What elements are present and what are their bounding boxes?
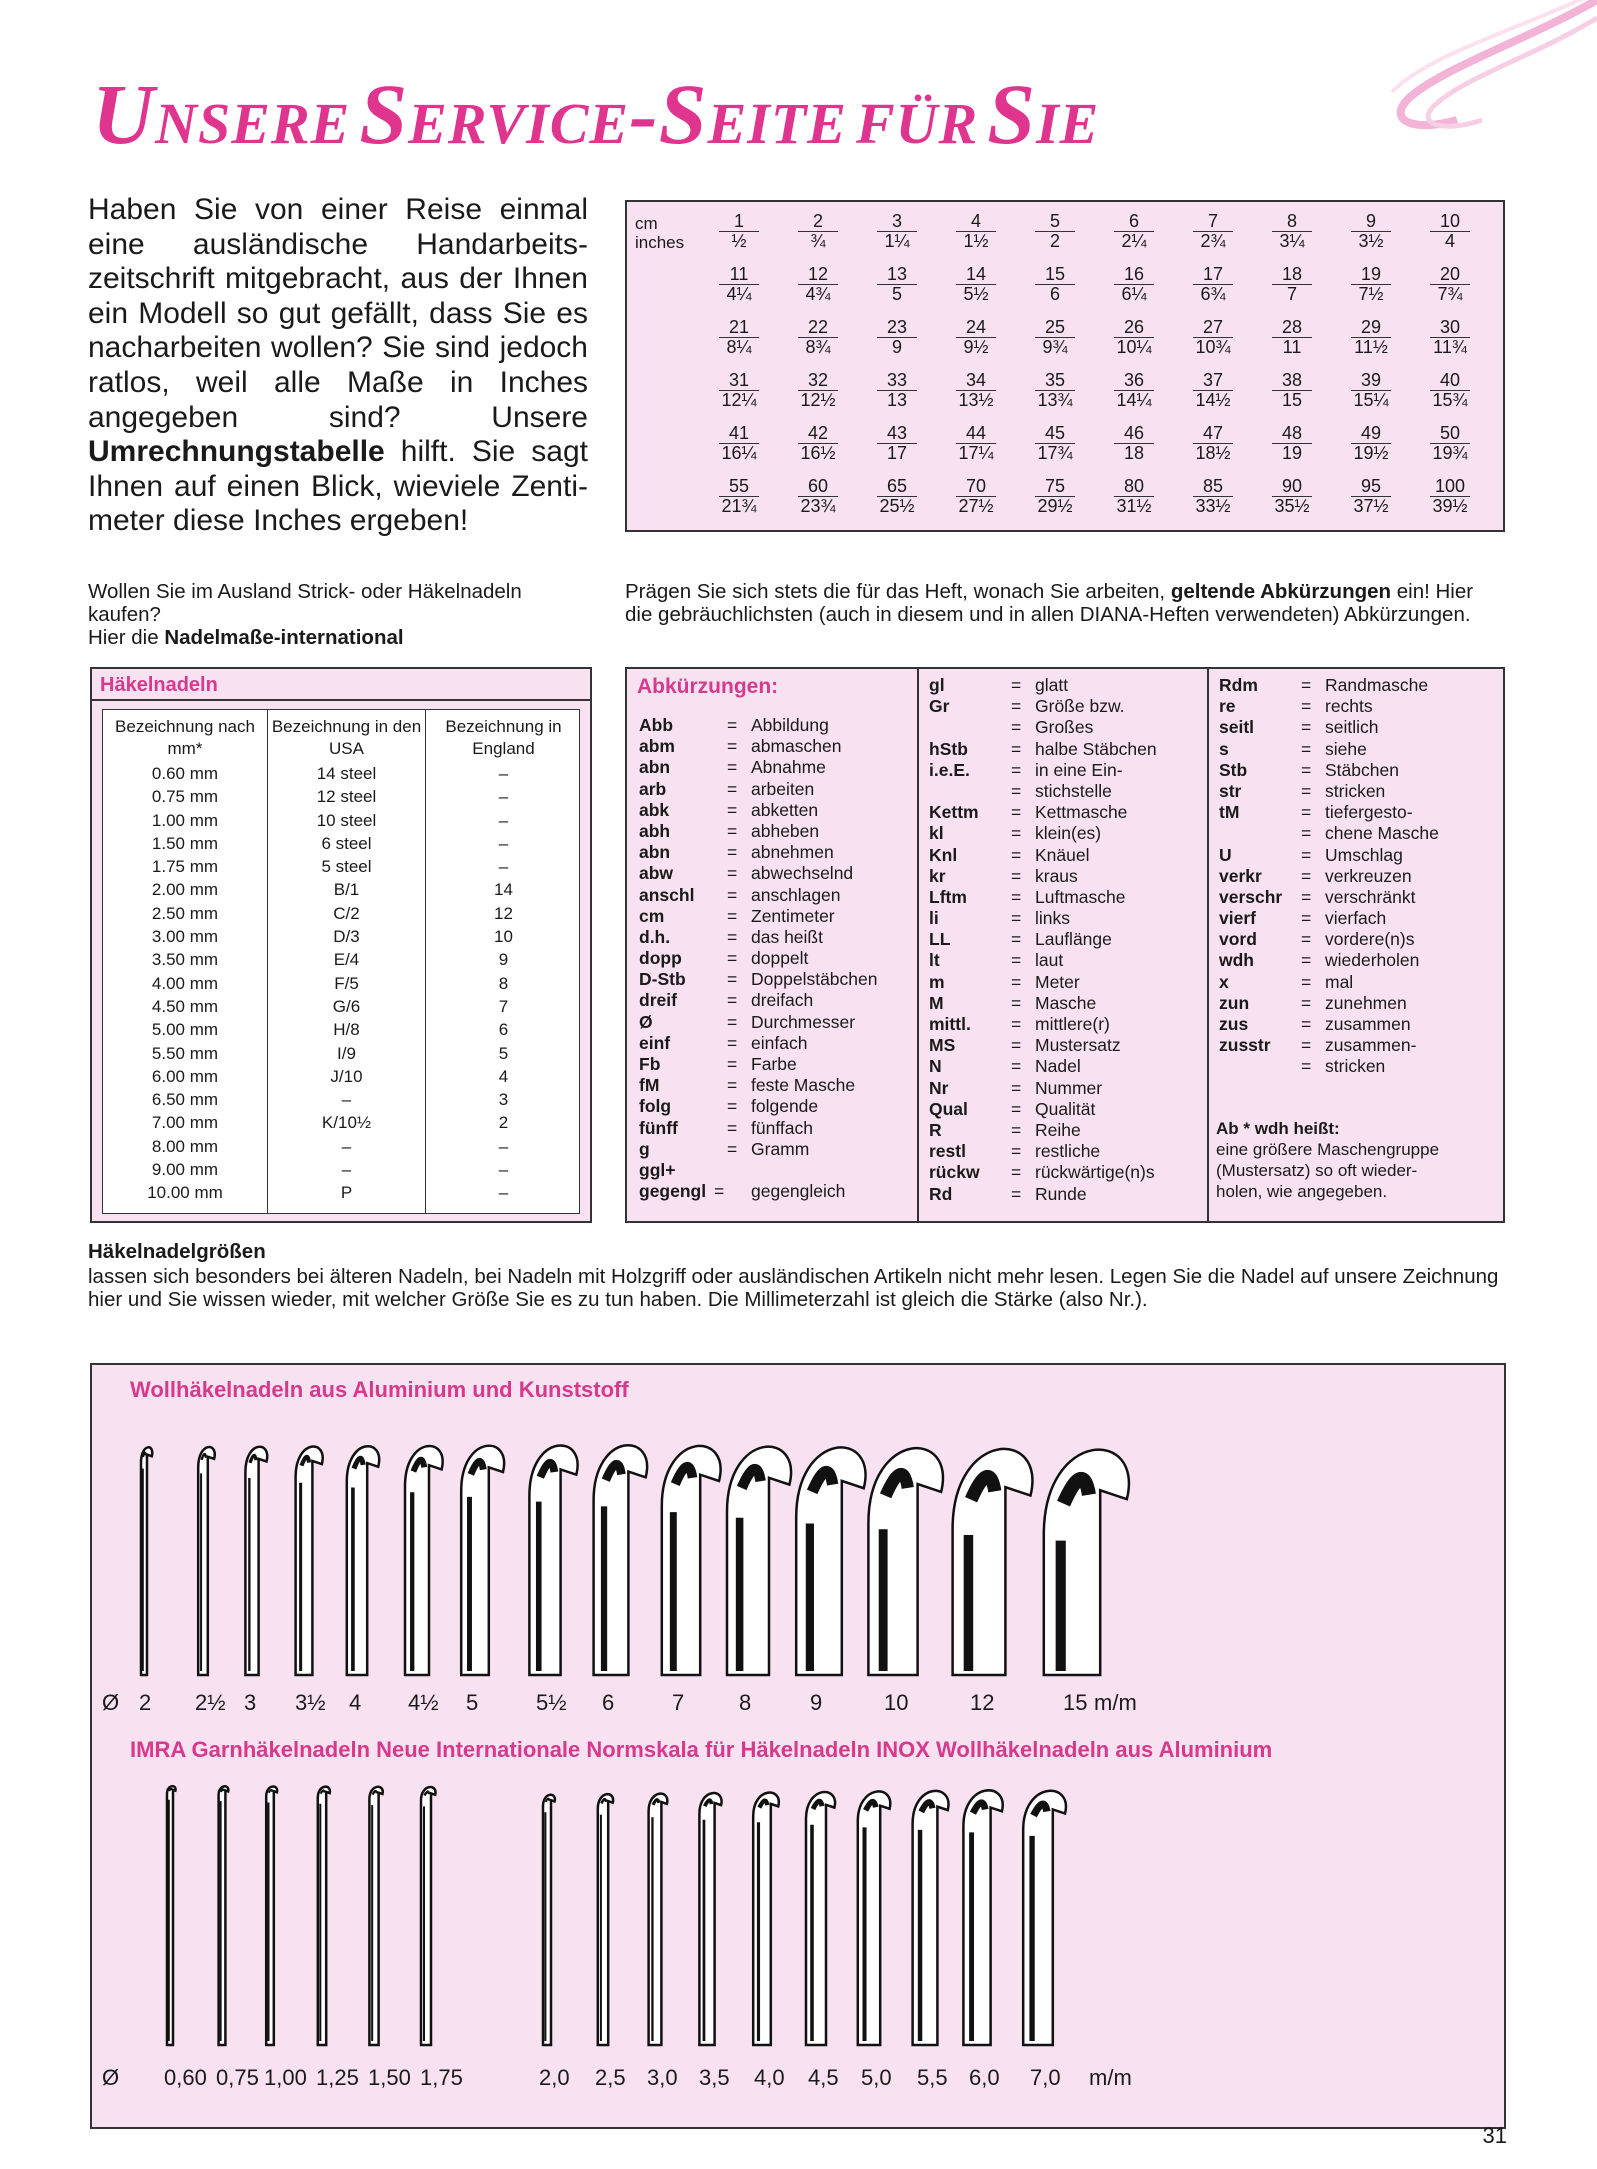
table-cell: – bbox=[498, 1160, 509, 1180]
size-label: 0,60 bbox=[164, 2065, 207, 2090]
column-england bbox=[426, 710, 581, 1213]
abbreviation-intro-text: Prägen Sie sich stets die für das Heft, wonach Sie arbeiten, geltende Abkürzungen ein! Hier die gebräuchlichsten (auch in diesem und in allen DIANA-Heften verwendeten) Abkürzungen. bbox=[625, 580, 1474, 626]
table-cell: – bbox=[498, 857, 509, 877]
crochet-hook-illustration bbox=[543, 1795, 555, 2045]
list-item: re = rechts bbox=[1219, 696, 1373, 717]
list-item: Kettm = Kettmasche bbox=[929, 802, 1128, 823]
conversion-cell: 45 17¾ bbox=[1025, 424, 1085, 463]
conversion-cell: 38 15 bbox=[1262, 371, 1322, 410]
list-item: x = mal bbox=[1219, 971, 1354, 992]
list-item: einf = einfach bbox=[639, 1032, 808, 1053]
size-label: 12 bbox=[970, 1690, 995, 1715]
conversion-cell: 43 17 bbox=[867, 424, 927, 463]
conversion-cell: 8 3¼ bbox=[1262, 212, 1322, 251]
crochet-hook-illustration bbox=[913, 1791, 949, 2045]
page-title: UNSERE SERVICE-SEITE FÜR SIE bbox=[92, 66, 1100, 162]
list-item: = Großes bbox=[1011, 717, 1094, 738]
table-cell: 6.00 mm bbox=[151, 1066, 219, 1086]
list-item: rückw = rückwärtige(n)s bbox=[929, 1162, 1155, 1183]
yarn-hook-drawings bbox=[92, 1775, 1504, 2095]
conversion-cell: 49 19½ bbox=[1341, 424, 1401, 463]
table-cell: 3 bbox=[498, 1090, 509, 1110]
crochet-hook-illustration bbox=[461, 1446, 504, 1675]
crochet-hook-illustration bbox=[806, 1792, 835, 2045]
conversion-cell: 29 11½ bbox=[1341, 318, 1401, 357]
conversion-cell: 95 37½ bbox=[1341, 477, 1401, 516]
size-label: 2,5 bbox=[595, 2065, 626, 2090]
conversion-cell: 5 2 bbox=[1025, 212, 1085, 251]
table-cell: 5 bbox=[498, 1043, 509, 1063]
list-item: D-Stb = Doppelstäbchen bbox=[639, 969, 878, 990]
list-item: mittl. = mittlere(r) bbox=[929, 1014, 1110, 1034]
list-item: Rd = Runde bbox=[929, 1183, 1087, 1204]
table-cell: E/4 bbox=[333, 950, 360, 970]
list-item: abh = abheben bbox=[639, 820, 820, 841]
list-item: restl = restliche bbox=[929, 1141, 1101, 1162]
table-cell: – bbox=[498, 833, 509, 853]
conversion-cell: 15 6 bbox=[1025, 265, 1085, 304]
list-item: abk = abketten bbox=[639, 799, 819, 820]
conversion-cell: 21 8¼ bbox=[709, 318, 769, 357]
table-cell: 8.00 mm bbox=[151, 1136, 219, 1156]
conversion-cell: 35 13¾ bbox=[1025, 371, 1085, 410]
conversion-cell: 100 39½ bbox=[1420, 477, 1480, 516]
list-item: Lftm = Luftmasche bbox=[929, 886, 1126, 907]
list-item: Rdm = Randmasche bbox=[1219, 675, 1429, 695]
list-item: str = stricken bbox=[1219, 780, 1386, 801]
table-cell: G/6 bbox=[332, 996, 361, 1016]
conversion-cell: 3 1¼ bbox=[867, 212, 927, 251]
list-item: dreif = dreifach bbox=[639, 990, 814, 1011]
table-cell: P bbox=[340, 1183, 353, 1203]
list-item: zun = zunehmen bbox=[1219, 992, 1407, 1013]
list-item: tM = tiefergesto- bbox=[1219, 802, 1413, 823]
list-item: abm = abmaschen bbox=[639, 736, 842, 757]
unit-label: m/m bbox=[1094, 1690, 1137, 1715]
list-item: zusstr = zusammen- bbox=[1219, 1035, 1417, 1056]
conversion-cell: 47 18½ bbox=[1183, 424, 1243, 463]
list-item: Knl = Knäuel bbox=[929, 844, 1090, 865]
crochet-hook-illustration bbox=[727, 1447, 791, 1675]
list-item: Fb = Farbe bbox=[639, 1054, 797, 1074]
table-cell: I/9 bbox=[337, 1043, 356, 1063]
size-label: 4,0 bbox=[754, 2065, 785, 2090]
list-item: Qual = Qualität bbox=[929, 1098, 1096, 1119]
table-cell: 4.50 mm bbox=[151, 996, 219, 1016]
table-cell: F/5 bbox=[334, 973, 359, 993]
list-item: arb = arbeiten bbox=[639, 778, 815, 799]
conversion-cell: 7 2¾ bbox=[1183, 212, 1243, 251]
conversion-cell: 17 6¾ bbox=[1183, 265, 1243, 304]
list-item: = chene Masche bbox=[1301, 823, 1439, 844]
list-item: zus = zusammen bbox=[1219, 1014, 1411, 1034]
conversion-cell: 80 31½ bbox=[1104, 477, 1164, 516]
needle-intro-text: Wollen Sie im Ausland Strick- oder Häkelnadeln kaufen? Hier die Nadelmaße-international bbox=[88, 580, 522, 649]
table-cell: – bbox=[498, 764, 509, 783]
conversion-cell: 20 7¾ bbox=[1420, 265, 1480, 304]
crochet-hook-illustration bbox=[167, 1786, 176, 2045]
list-item: N = Nadel bbox=[929, 1056, 1081, 1077]
crochet-hook-illustration bbox=[953, 1449, 1033, 1675]
list-item: g = Gramm bbox=[639, 1138, 810, 1159]
table-cell: 10.00 mm bbox=[147, 1183, 223, 1203]
header-england: Bezeichnung in England bbox=[445, 717, 562, 758]
conversion-cell: 9 3½ bbox=[1341, 212, 1401, 251]
crochet-hook-illustration bbox=[753, 1793, 779, 2045]
sizes-heading: Häkelnadelgrößen bbox=[88, 1240, 266, 1263]
list-item: d.h. = das heißt bbox=[639, 926, 823, 947]
crochet-hook-illustration bbox=[1023, 1791, 1066, 2045]
list-item: M = Masche bbox=[929, 992, 1097, 1013]
conversion-cell: 19 7½ bbox=[1341, 265, 1401, 304]
crochet-needle-table bbox=[90, 667, 592, 1223]
table-cell: 6 bbox=[498, 1020, 509, 1040]
conversion-cell: 60 23¾ bbox=[788, 477, 848, 516]
header-usa: Bezeichnung in den USA bbox=[271, 717, 422, 758]
table-cell: B/1 bbox=[333, 880, 360, 900]
abbreviation-note: Ab * wdh heißt: eine größere Maschengruppe (Mustersatz) so oft wieder- holen, wie angegeben. bbox=[1216, 1119, 1440, 1201]
table-cell: K/10½ bbox=[321, 1113, 372, 1133]
size-label: 6,0 bbox=[969, 2065, 1000, 2090]
sizes-text: lassen sich besonders bei älteren Nadeln, bei Nadeln mit Holzgriff oder ausländischen Artikeln nicht mehr lesen. Legen Sie die Nadel auf unsere Zeichnung hier und Sie wissen wieder, mit welcher Größe Sie es zu tun haben. Die Millimeterzahl ist gleich die Stärke (also Nr.). bbox=[88, 1265, 1499, 1311]
decorative-swoosh bbox=[1267, 0, 1597, 160]
list-item: R = Reihe bbox=[929, 1119, 1081, 1140]
crochet-hook-illustration bbox=[219, 1786, 229, 2045]
conversion-cell: 36 14¼ bbox=[1104, 371, 1164, 410]
table-cell: H/8 bbox=[333, 1020, 360, 1040]
list-item: m = Meter bbox=[929, 971, 1080, 992]
crochet-hook-illustration bbox=[868, 1448, 943, 1675]
size-label: 15 bbox=[1063, 1690, 1088, 1715]
conversion-cell: 70 27½ bbox=[946, 477, 1006, 516]
table-cell: 14 bbox=[494, 880, 513, 900]
table-cell: 1.50 mm bbox=[151, 833, 219, 853]
conversion-cell: 1 ½ bbox=[709, 212, 769, 251]
crochet-hook-illustration bbox=[198, 1447, 215, 1675]
table-cell: D/3 bbox=[333, 927, 360, 947]
size-label: 10 bbox=[884, 1690, 909, 1715]
conversion-cell: 44 17¼ bbox=[946, 424, 1006, 463]
conversion-cell: 13 5 bbox=[867, 265, 927, 304]
table-cell: 7 bbox=[498, 996, 509, 1016]
conversion-cell: 11 4¼ bbox=[709, 265, 769, 304]
crochet-hook-illustration bbox=[594, 1445, 647, 1675]
list-item: LL = Lauflänge bbox=[929, 929, 1112, 950]
header-mm: Bezeichnung nach mm* bbox=[115, 717, 255, 758]
table-cell: 8 bbox=[498, 973, 509, 993]
crochet-hook-illustration bbox=[296, 1447, 323, 1675]
table-cell: 3.00 mm bbox=[151, 927, 219, 947]
list-item: kr = kraus bbox=[929, 865, 1078, 886]
list-item: MS = Mustersatz bbox=[929, 1035, 1121, 1056]
table-cell: 2.00 mm bbox=[151, 880, 219, 900]
list-item: Gr = Größe bzw. bbox=[929, 696, 1125, 717]
list-item: = stricken bbox=[1301, 1056, 1386, 1077]
table-cell: 6 steel bbox=[321, 833, 372, 853]
conversion-cell: 90 35½ bbox=[1262, 477, 1322, 516]
table-cell: 10 bbox=[494, 927, 513, 947]
table-cell: 1.00 mm bbox=[151, 810, 219, 830]
table-cell: J/10 bbox=[330, 1066, 363, 1086]
list-item: fM = feste Masche bbox=[639, 1075, 856, 1096]
table-cell: 0.75 mm bbox=[151, 787, 219, 807]
size-label: 6 bbox=[602, 1690, 615, 1715]
size-label: 1,00 bbox=[264, 2065, 307, 2090]
list-item: Ø = Durchmesser bbox=[639, 1011, 856, 1032]
table-cell: 9 bbox=[498, 950, 509, 970]
intro-paragraph: Haben Sie von einer Reise einmal eine ausländische Handarbeitszeitschrift mitgebracht, aus der Ihnen ein Modell so gut gefällt, dass Sie es nacharbeiten wollen? Sie sind jedoch ratlos, weil alle Maße in Inches angegeben sind? Unsere Umrechnungstabelle hilft. Sie sagt Ihnen auf einen Blick, wieviele Zentimeter diese Inches ergeben! bbox=[88, 193, 588, 538]
conversion-cell: 33 13 bbox=[867, 371, 927, 410]
table-cell: 5 steel bbox=[321, 857, 372, 877]
crochet-hook-illustration bbox=[699, 1793, 721, 2045]
column-usa bbox=[268, 710, 426, 1213]
conversion-cell: 46 18 bbox=[1104, 424, 1164, 463]
size-label: 1,25 bbox=[316, 2065, 359, 2090]
conversion-cell: 30 11¾ bbox=[1420, 318, 1480, 357]
list-item: Nr = Nummer bbox=[929, 1077, 1103, 1098]
table-cell: 5.00 mm bbox=[151, 1020, 219, 1040]
crochet-hook-illustration bbox=[796, 1447, 865, 1675]
crochet-hook-illustration bbox=[649, 1794, 668, 2045]
list-item: seitl = seitlich bbox=[1219, 717, 1379, 738]
table-cell: 4.00 mm bbox=[151, 973, 219, 993]
list-item: U = Umschlag bbox=[1219, 844, 1403, 865]
conversion-cell: 18 7 bbox=[1262, 265, 1322, 304]
table-cell: 14 steel bbox=[316, 764, 377, 783]
conversion-cell: 65 25½ bbox=[867, 477, 927, 516]
list-item: gl = glatt bbox=[929, 675, 1069, 695]
list-item: li = links bbox=[929, 908, 1071, 929]
list-item: verkr = verkreuzen bbox=[1219, 865, 1412, 886]
table-cell: 10 steel bbox=[316, 810, 377, 830]
table-cell: 7.00 mm bbox=[151, 1113, 219, 1133]
list-item: ggl+ bbox=[639, 1159, 676, 1180]
list-item: wdh = wiederholen bbox=[1219, 950, 1420, 971]
list-item: Abb = Abbildung bbox=[639, 715, 829, 735]
conversion-cell: 75 29½ bbox=[1025, 477, 1085, 516]
list-item: hStb = halbe Stäbchen bbox=[929, 738, 1157, 759]
list-item: vord = vordere(n)s bbox=[1219, 929, 1415, 950]
conversion-cell: 39 15¼ bbox=[1341, 371, 1401, 410]
table-cell: – bbox=[341, 1136, 352, 1156]
table-cell: 12 steel bbox=[316, 787, 377, 807]
table-cell: 3.50 mm bbox=[151, 950, 219, 970]
conversion-cell: 23 9 bbox=[867, 318, 927, 357]
conversion-cell: 12 4¾ bbox=[788, 265, 848, 304]
conversion-cell: 32 12½ bbox=[788, 371, 848, 410]
crochet-hook-illustration bbox=[405, 1446, 443, 1675]
needle-size-chart bbox=[90, 1363, 1506, 2129]
crochet-hook-illustration bbox=[347, 1446, 379, 1675]
crochet-hook-illustration bbox=[858, 1791, 890, 2045]
diameter-symbol: Ø bbox=[102, 1690, 120, 1715]
table-cell: 0.60 mm bbox=[151, 764, 219, 783]
conversion-cell: 55 21¾ bbox=[709, 477, 769, 516]
table-cell: 2.50 mm bbox=[151, 903, 219, 923]
crochet-hook-illustration bbox=[598, 1794, 613, 2045]
size-label: 4 bbox=[349, 1690, 362, 1715]
conversion-cell: 27 10¾ bbox=[1183, 318, 1243, 357]
table-cell: 5.50 mm bbox=[151, 1043, 219, 1063]
size-label: 7,0 bbox=[1030, 2065, 1061, 2090]
crochet-needle-table-title: Häkelnadeln bbox=[92, 669, 590, 701]
crochet-hook-illustration bbox=[421, 1787, 436, 2045]
size-label: 4½ bbox=[408, 1690, 439, 1715]
crochet-hook-illustration bbox=[141, 1447, 152, 1675]
crochet-hook-illustration bbox=[369, 1787, 382, 2045]
conversion-cell: 85 33½ bbox=[1183, 477, 1243, 516]
size-label: 3 bbox=[244, 1690, 257, 1715]
conversion-cell: 2 ¾ bbox=[788, 212, 848, 251]
table-cell: 6.50 mm bbox=[151, 1090, 219, 1110]
list-item: i.e.E. = in eine Ein- bbox=[929, 759, 1123, 780]
list-item: vierf = vierfach bbox=[1219, 908, 1387, 929]
page-number: 31 bbox=[1482, 2123, 1507, 2148]
diameter-symbol: Ø bbox=[102, 2065, 120, 2090]
conversion-cell: 6 2¼ bbox=[1104, 212, 1164, 251]
table-cell: 2 bbox=[498, 1113, 509, 1133]
table-cell: 9.00 mm bbox=[151, 1160, 219, 1180]
size-label: 3½ bbox=[295, 1690, 326, 1715]
size-label: 3,5 bbox=[699, 2065, 730, 2090]
list-item: verschr = verschränkt bbox=[1219, 886, 1416, 907]
list-item: cm = Zentimeter bbox=[639, 905, 835, 926]
table-cell: – bbox=[498, 1136, 509, 1156]
conversion-cell: 40 15¾ bbox=[1420, 371, 1480, 410]
abbreviation-column-2 bbox=[929, 675, 1199, 1205]
conversion-cell: 34 13½ bbox=[946, 371, 1006, 410]
size-label: 2½ bbox=[195, 1690, 226, 1715]
imra-needles-title: IMRA Garnhäkelnadeln Neue Internationale Normskala für Häkelnadeln INOX Wollhäkelnadeln aus Aluminium bbox=[130, 1737, 1273, 1762]
crochet-hook-illustration bbox=[266, 1786, 277, 2045]
conversion-cell: 41 16¼ bbox=[709, 424, 769, 463]
conversion-cell: 42 16½ bbox=[788, 424, 848, 463]
list-item: folg = folgende bbox=[639, 1096, 819, 1117]
conversion-cell: 16 6¼ bbox=[1104, 265, 1164, 304]
conversion-table bbox=[625, 200, 1505, 532]
table-cell: – bbox=[341, 1160, 352, 1180]
conversion-cell: 24 9½ bbox=[946, 318, 1006, 357]
crochet-hook-illustration bbox=[245, 1447, 267, 1675]
conversion-cell: 14 5½ bbox=[946, 265, 1006, 304]
crochet-hook-illustration bbox=[963, 1790, 1002, 2045]
size-label: 2 bbox=[139, 1690, 152, 1715]
crochet-hook-illustration bbox=[529, 1445, 577, 1675]
list-item: abn = abnehmen bbox=[639, 842, 834, 863]
abbreviation-title: Abkürzungen: bbox=[637, 675, 779, 698]
list-item: gegengl = gegengleich bbox=[639, 1181, 846, 1202]
size-label: 8 bbox=[739, 1690, 752, 1715]
conversion-cell: 28 11 bbox=[1262, 318, 1322, 357]
conversion-cell: 50 19¾ bbox=[1420, 424, 1480, 463]
list-item: s = siehe bbox=[1219, 738, 1367, 759]
size-label: 7 bbox=[672, 1690, 685, 1715]
size-label: 5,5 bbox=[917, 2065, 948, 2090]
conversion-cell: 22 8¾ bbox=[788, 318, 848, 357]
size-label: 5,0 bbox=[861, 2065, 892, 2090]
size-label: 1,50 bbox=[368, 2065, 411, 2090]
conversion-cell: 26 10¼ bbox=[1104, 318, 1164, 357]
table-cell: 12 bbox=[494, 903, 513, 923]
list-item: kl = klein(es) bbox=[929, 823, 1102, 844]
size-label: 4,5 bbox=[808, 2065, 839, 2090]
abbreviation-column-1 bbox=[639, 715, 909, 1202]
conversion-cell: 4 1½ bbox=[946, 212, 1006, 251]
conversion-cell: 10 4 bbox=[1420, 212, 1480, 251]
list-item: abn = Abnahme bbox=[639, 757, 826, 778]
conversion-cell: 31 12¼ bbox=[709, 371, 769, 410]
conversion-cell: 25 9¾ bbox=[1025, 318, 1085, 357]
list-item: abw = abwechselnd bbox=[639, 863, 854, 884]
size-label: 1,75 bbox=[420, 2065, 463, 2090]
unit-label: m/m bbox=[1089, 2065, 1132, 2090]
conversion-header: cm inches bbox=[635, 214, 685, 252]
abbreviation-title-wrap bbox=[637, 675, 778, 699]
size-label: 2,0 bbox=[539, 2065, 570, 2090]
list-item: fünff = fünffach bbox=[639, 1117, 813, 1138]
crochet-hook-illustration bbox=[318, 1787, 330, 2045]
size-label: 5 bbox=[466, 1690, 479, 1715]
table-cell: 1.75 mm bbox=[151, 857, 219, 877]
list-item: dopp = doppelt bbox=[639, 948, 809, 969]
table-cell: – bbox=[498, 810, 509, 830]
crochet-hook-illustration bbox=[1044, 1450, 1129, 1675]
table-cell: – bbox=[498, 1183, 509, 1203]
column-divider bbox=[1207, 669, 1209, 1221]
column-mm bbox=[103, 710, 268, 1213]
aluminium-needles-title: Wollhäkelnadeln aus Aluminium und Kunststoff bbox=[130, 1377, 629, 1402]
abbreviation-column-3 bbox=[1219, 675, 1499, 1078]
list-item: anschl = anschlagen bbox=[639, 884, 841, 905]
size-label: 3,0 bbox=[647, 2065, 678, 2090]
conversion-cell: 48 19 bbox=[1262, 424, 1322, 463]
table-cell: – bbox=[341, 1090, 352, 1110]
table-cell: C/2 bbox=[333, 903, 360, 923]
list-item: Stb = Stäbchen bbox=[1219, 759, 1399, 780]
size-label: 9 bbox=[810, 1690, 823, 1715]
list-item: lt = laut bbox=[929, 950, 1064, 971]
conversion-cell: 37 14½ bbox=[1183, 371, 1243, 410]
column-divider bbox=[917, 669, 919, 1221]
size-label: 0,75 bbox=[216, 2065, 259, 2090]
table-cell: – bbox=[498, 787, 509, 807]
size-label: 5½ bbox=[536, 1690, 567, 1715]
crochet-hook-illustration bbox=[662, 1446, 721, 1675]
list-item: = stichstelle bbox=[1011, 780, 1112, 801]
table-cell: 4 bbox=[498, 1066, 509, 1086]
